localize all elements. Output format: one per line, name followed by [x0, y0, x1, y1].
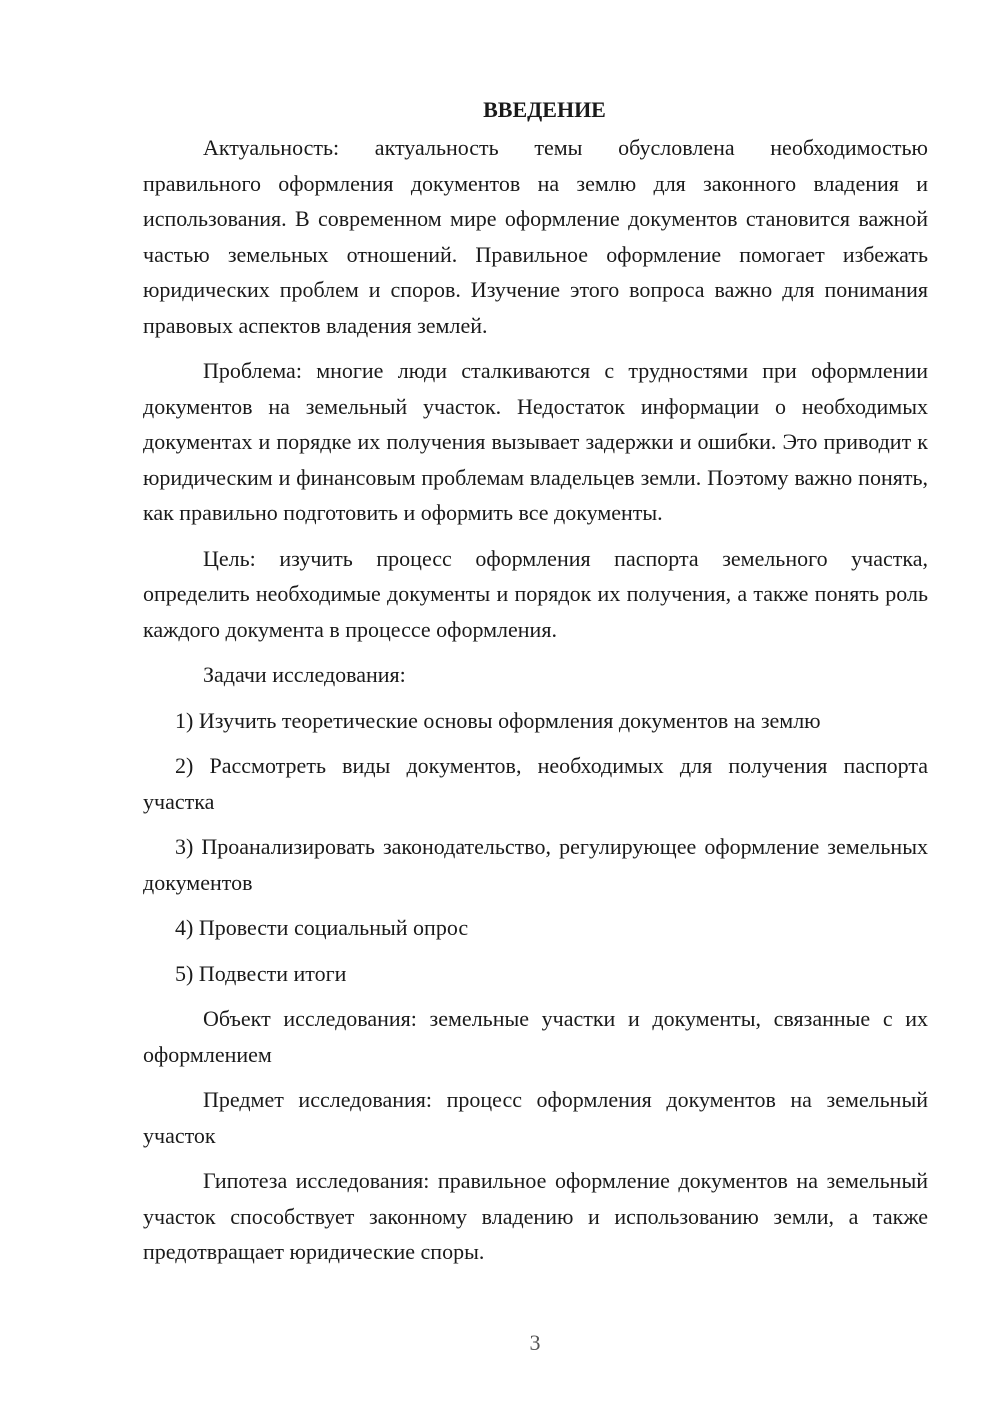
page-number: 3: [529, 1330, 541, 1355]
task-item-5: 5) Подвести итоги: [175, 960, 347, 986]
problem-paragraph: Проблема: многие люди сталкиваются с трудностями при оформлении документов на земельный участок. Недостаток информации о необходимых документах и порядке их получения вызывает задержки и ошибки. Это приводит к юридическим и финансовым проблемам владельцев земли. Поэтому важно понять, как правильно подготовить и оформить все документы.: [143, 358, 928, 525]
relevance-paragraph: Актуальность: актуальность темы обусловлена необходимостью правильного оформления документов на землю для законного владения и использования. В современном мире оформление документов становится важной частью земельных отношений. Правильное оформление помогает избежать юридических проблем и споров. Изучение этого вопроса важно для понимания правовых аспектов владения землей.: [143, 135, 928, 338]
subject-paragraph: Предмет исследования: процесс оформления документов на земельный участок: [143, 1087, 928, 1148]
object-paragraph: Объект исследования: земельные участки и документы, связанные с их оформлением: [143, 1006, 928, 1067]
document-body: [143, 92, 928, 1280]
task-item-3: 3) Проанализировать законодательство, регулирующее оформление земельных документов: [143, 834, 928, 895]
section-title: ВВЕДЕНИЕ: [483, 97, 606, 122]
task-item-4: 4) Провести социальный опрос: [175, 915, 469, 940]
task-item-1: 1) Изучить теоретические основы оформления документов на землю: [175, 707, 821, 733]
goal-paragraph: Цель: изучить процесс оформления паспорта земельного участка, определить необходимые документы и порядок их получения, а также понять роль каждого документа в процессе оформления.: [143, 545, 928, 642]
tasks-heading: Задачи исследования:: [203, 662, 406, 687]
hypothesis-paragraph: Гипотеза исследования: правильное оформление документов на земельный участок способствует законному владению и использованию земли, а также предотвращает юридические споры.: [143, 1168, 928, 1264]
task-item-2: 2) Рассмотреть виды документов, необходимых для получения паспорта участка: [143, 753, 928, 814]
